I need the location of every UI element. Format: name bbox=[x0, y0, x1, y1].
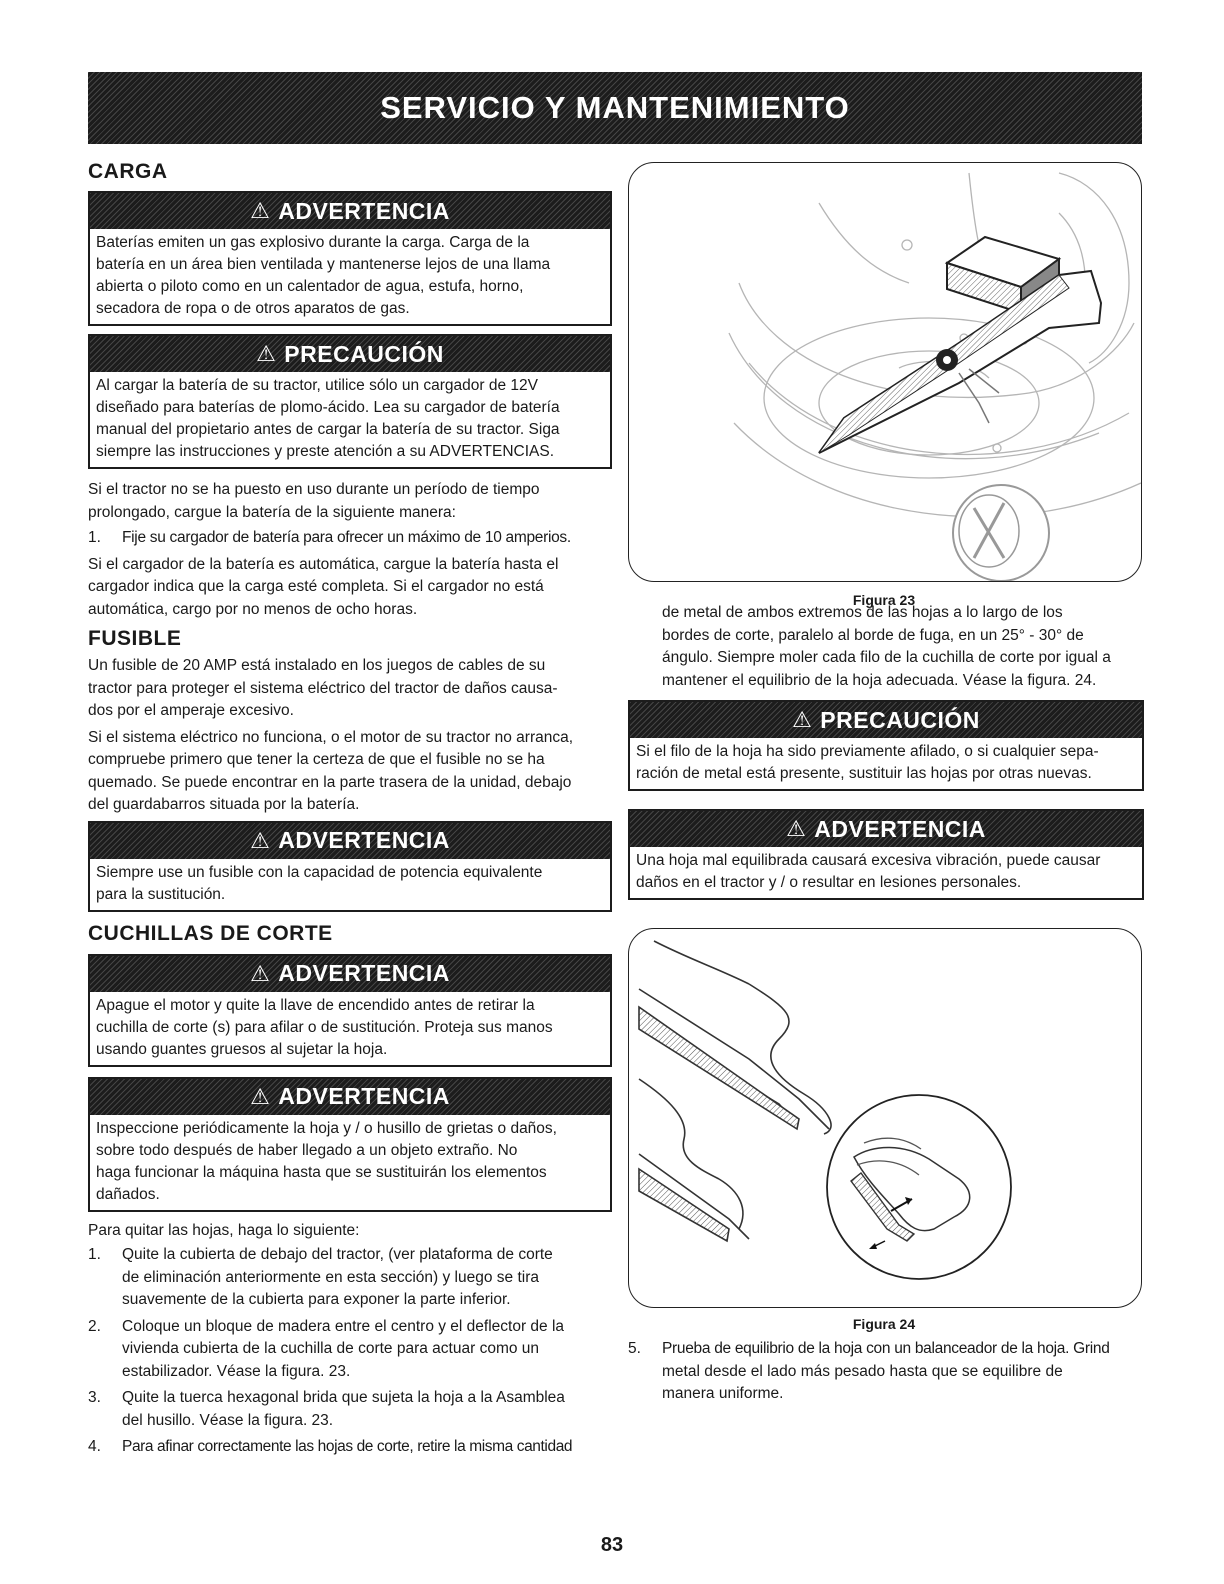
text-line: cuchilla de corte (s) para afilar o de sustitución. Proteja sus manos bbox=[96, 1018, 553, 1036]
caution-body bbox=[630, 738, 1142, 789]
blade-sharpening-illustration bbox=[629, 929, 1141, 1307]
warning-title: ADVERTENCIA bbox=[278, 960, 450, 986]
text-line: para la sustitución. bbox=[96, 885, 226, 903]
warning-header bbox=[90, 956, 610, 992]
text-line: bordes de corte, paralelo al borde de fuga, en un 25° - 30° de bbox=[662, 626, 1084, 644]
figure-23 bbox=[628, 162, 1142, 582]
warning-triangle-icon: ⚠ bbox=[256, 341, 277, 366]
text-line: automática, cargo por no menos de ocho horas. bbox=[88, 600, 418, 618]
mower-deck-illustration bbox=[629, 163, 1141, 581]
section-heading-cuchillas: CUCHILLAS DE CORTE bbox=[88, 921, 333, 945]
text-line: Coloque un bloque de madera entre el centro y el deflector de la bbox=[122, 1317, 565, 1335]
warning-header bbox=[630, 811, 1142, 847]
warning-triangle-icon: ⚠ bbox=[786, 816, 807, 841]
text-line: daños en el tractor y / o resultar en lesiones personales. bbox=[636, 874, 1022, 891]
warning-title: ADVERTENCIA bbox=[278, 197, 450, 224]
text-line: Para afinar correctamente las hojas de corte, retire la misma cantidad bbox=[122, 1438, 573, 1455]
text-line: Si el filo de la hoja ha sido previamente afilado, o si cualquier sepa- bbox=[636, 743, 1099, 760]
list-number: 5. bbox=[628, 1340, 641, 1357]
warning-box-cuchillas-2 bbox=[88, 1077, 612, 1212]
warning-triangle-icon: ⚠ bbox=[250, 960, 271, 986]
text-line: Apague el motor y quite la llave de encendido antes de retirar la bbox=[96, 996, 535, 1014]
text-line: Inspeccione periódicamente la hoja y / o husillo de grietas o daños, bbox=[96, 1119, 557, 1137]
text-line: Prueba de equilibrio de la hoja con un balanceador de la hoja. Grind bbox=[662, 1340, 1110, 1357]
text-line: Si el sistema eléctrico no funciona, o el motor de su tractor no arranca, bbox=[88, 728, 574, 746]
upper-blade-illustration bbox=[639, 941, 831, 1134]
page-title: SERVICIO Y MANTENIMIENTO bbox=[380, 90, 850, 125]
text-line: tractor para proteger el sistema eléctrico del tractor de daños causa- bbox=[88, 679, 558, 697]
text-line: Si el cargador de la batería es automática, cargue la batería hasta el bbox=[88, 555, 559, 573]
warning-box-cuchillas-1 bbox=[88, 954, 612, 1067]
list-item bbox=[88, 1436, 612, 1459]
paragraph bbox=[88, 554, 612, 622]
warning-triangle-icon: ⚠ bbox=[792, 707, 813, 732]
caution-header bbox=[90, 336, 610, 372]
section-heading-fusible: FUSIBLE bbox=[88, 627, 182, 650]
warning-box-carga bbox=[88, 191, 612, 326]
text-line: diseñado para baterías de plomo-ácido. Lea su cargador de batería bbox=[96, 399, 560, 416]
text-line: Quite la cubierta de debajo del tractor, (ver plataforma de corte bbox=[122, 1246, 553, 1263]
text-line: dañados. bbox=[96, 1185, 160, 1203]
text-line: vivienda cubierta de la cuchilla de corte para actuar como un bbox=[122, 1340, 540, 1357]
text-line: abierta o piloto como en un calentador de agua, estufa, horno, bbox=[96, 278, 524, 295]
text-line: metal desde el lado más pesado hasta que se equilibre de bbox=[662, 1362, 1063, 1380]
text-line: Si el tractor no se ha puesto en uso durante un período de tiempo bbox=[88, 481, 540, 498]
page-number: 83 bbox=[600, 1534, 624, 1556]
paragraph bbox=[628, 602, 1144, 692]
right-column bbox=[628, 602, 1144, 900]
warning-title: ADVERTENCIA bbox=[814, 815, 986, 842]
list-number: 1. bbox=[88, 529, 101, 546]
caution-header bbox=[630, 702, 1142, 738]
list-item bbox=[88, 1387, 612, 1432]
text-line: compruebe primero que tener la certeza de que el fusible no se ha bbox=[88, 751, 545, 768]
text-line: Quite la tuerca hexagonal brida que sujeta la hoja a la Asamblea bbox=[122, 1389, 565, 1406]
text-line: manera uniforme. bbox=[662, 1385, 784, 1402]
warning-box-fusible bbox=[88, 821, 612, 912]
text-line: sobre todo después de haber llegado a un objeto extraño. No bbox=[96, 1141, 518, 1159]
warning-triangle-icon: ⚠ bbox=[250, 198, 271, 223]
warning-body bbox=[90, 859, 610, 910]
text-line: Baterías emiten un gas explosivo durante la carga. Carga de la bbox=[96, 234, 530, 251]
text-line: del husillo. Véase la figura. 23. bbox=[122, 1411, 334, 1429]
paragraph bbox=[88, 479, 612, 524]
text-line: mantener el equilibrio de la hoja adecuada. Véase la figura. 24. bbox=[662, 671, 1097, 689]
text-line: de metal de ambos extremos de las hojas a lo largo de los bbox=[662, 604, 1063, 621]
warning-body bbox=[630, 847, 1142, 898]
list-item bbox=[628, 1338, 1148, 1406]
zoom-detail-illustration bbox=[827, 1095, 1011, 1279]
list-number: 2. bbox=[88, 1317, 101, 1335]
list-text: Fije su cargador de batería para ofrecer un máximo de 10 amperios. bbox=[122, 529, 571, 546]
text-line: Siempre use un fusible con la capacidad de potencia equivalente bbox=[96, 863, 543, 881]
text-line: batería en un área bien ventilada y mantenerse lejos de una llama bbox=[96, 256, 551, 273]
lower-blade-illustration bbox=[639, 1079, 749, 1241]
list-intro: Para quitar las hojas, haga lo siguiente: bbox=[88, 1221, 360, 1239]
warning-triangle-icon: ⚠ bbox=[250, 827, 271, 853]
warning-body bbox=[90, 229, 610, 324]
warning-body bbox=[90, 992, 610, 1065]
figure-23-caption: Figura 23 bbox=[852, 592, 916, 608]
warning-body bbox=[90, 1115, 610, 1210]
text-line: quemado. Se puede encontrar en la parte trasera de la unidad, debajo bbox=[88, 773, 572, 791]
text-line: siempre las instrucciones y preste atención a su ADVERTENCIAS. bbox=[96, 443, 555, 460]
paragraph bbox=[88, 655, 612, 723]
warning-header bbox=[90, 1079, 610, 1115]
warning-header bbox=[90, 823, 610, 859]
warning-triangle-icon: ⚠ bbox=[250, 1083, 271, 1109]
caution-body bbox=[90, 372, 610, 467]
text-line: ángulo. Siempre moler cada filo de la cuchilla de corte por igual a bbox=[662, 649, 1111, 666]
text-line: Al cargar la batería de su tractor, utilice sólo un cargador de 12V bbox=[96, 377, 538, 394]
figure-24-caption: Figura 24 bbox=[852, 1316, 916, 1332]
warning-box-right bbox=[628, 809, 1144, 900]
list-number: 1. bbox=[88, 1246, 101, 1263]
warning-title: ADVERTENCIA bbox=[278, 827, 450, 853]
caution-title: PRECAUCIÓN bbox=[284, 340, 444, 367]
text-line: manual del propietario antes de cargar la batería de su tractor. Siga bbox=[96, 421, 560, 438]
caution-box-right bbox=[628, 700, 1144, 791]
text-line: de eliminación anteriormente en esta sección) y luego se tira bbox=[122, 1268, 540, 1286]
text-line: secadora de ropa o de otros aparatos de gas. bbox=[96, 300, 410, 317]
caution-title: PRECAUCIÓN bbox=[820, 706, 980, 733]
text-line: estabilizador. Véase la figura. 23. bbox=[122, 1362, 351, 1380]
caution-box-carga bbox=[88, 334, 612, 469]
text-line: prolongado, cargue la batería de la siguiente manera: bbox=[88, 503, 456, 521]
warning-header bbox=[90, 193, 610, 229]
list-item bbox=[88, 1244, 612, 1312]
list-number: 3. bbox=[88, 1389, 101, 1406]
text-line: Una hoja mal equilibrada causará excesiva vibración, puede causar bbox=[636, 852, 1101, 869]
text-line: haga funcionar la máquina hasta que se sustituirán los elementos bbox=[96, 1163, 547, 1181]
text-line: Un fusible de 20 AMP está instalado en los juegos de cables de su bbox=[88, 657, 546, 674]
warning-title: ADVERTENCIA bbox=[278, 1083, 450, 1109]
list-item bbox=[88, 1316, 612, 1384]
list-item bbox=[88, 527, 612, 550]
text-line: ración de metal está presente, sustituir las hojas por otras nuevas. bbox=[636, 765, 1092, 782]
text-line: suavemente de la cubierta para exponer la parte inferior. bbox=[122, 1291, 511, 1308]
wheel-illustration bbox=[953, 485, 1049, 581]
paragraph bbox=[88, 727, 612, 817]
section-heading-carga: CARGA bbox=[88, 160, 168, 183]
list-number: 4. bbox=[88, 1438, 101, 1455]
step-5 bbox=[628, 1338, 1148, 1406]
left-column bbox=[88, 160, 612, 1459]
text-line: del guardabarros situada por la batería. bbox=[88, 796, 360, 813]
text-line: usando guantes gruesos al sujetar la hoja. bbox=[96, 1040, 388, 1058]
figure-24 bbox=[628, 928, 1142, 1308]
page-banner bbox=[88, 72, 1142, 144]
text-line: cargador indica que la carga esté completa. Si el cargador no está bbox=[88, 578, 544, 595]
text-line: dos por el amperaje excesivo. bbox=[88, 702, 294, 719]
